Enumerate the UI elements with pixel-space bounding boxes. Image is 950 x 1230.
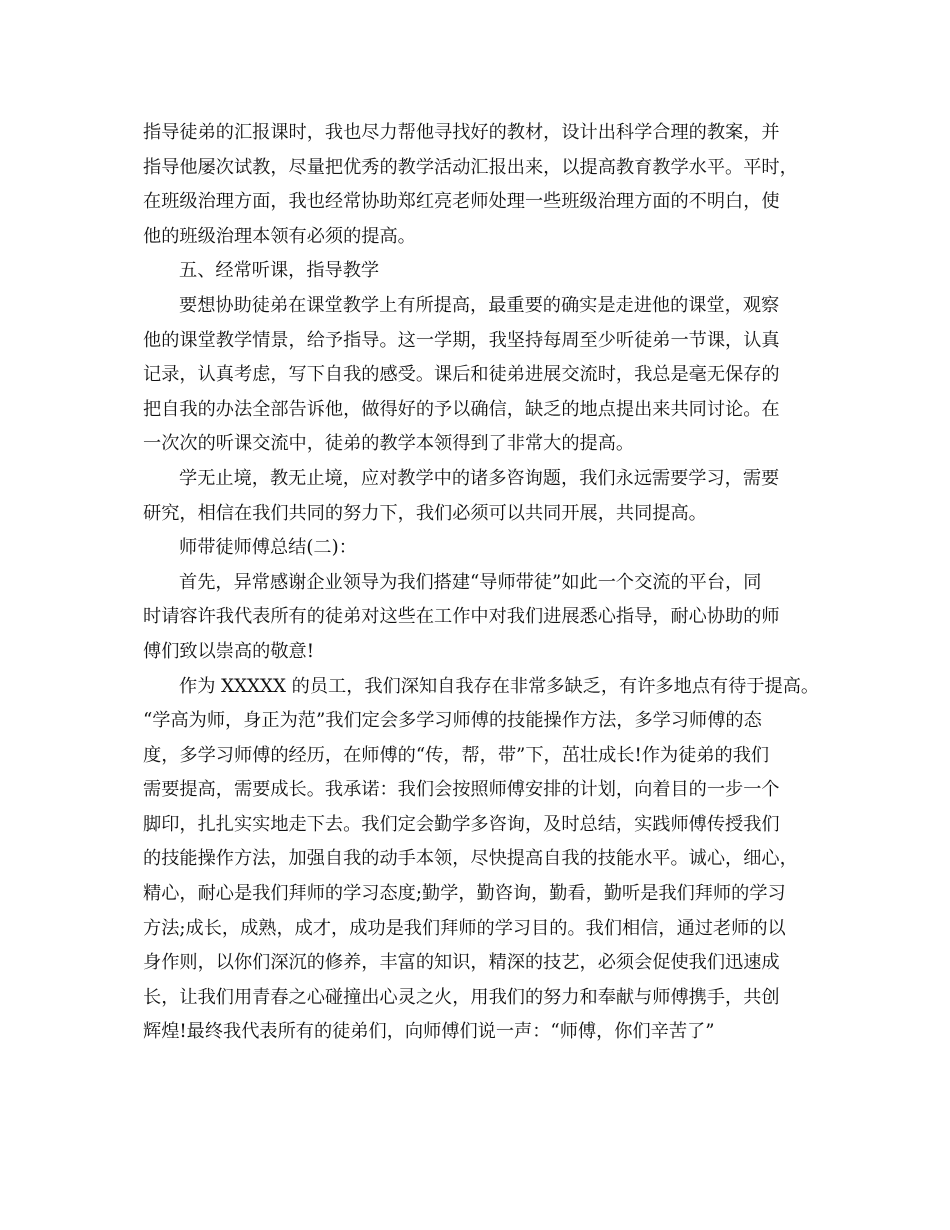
- text-line: 他的课堂教学情景，给予指导。这一学期，我坚持每周至少听徒弟一节课，认真: [143, 329, 780, 351]
- text-line: 首先，异常感谢企业领导为我们搭建“导师带徒”如此一个交流的平台，同: [179, 571, 762, 593]
- text-line: 研究，相信在我们共同的努力下，我们必须可以共同开展，共同提高。: [143, 502, 707, 524]
- text-line: 时请容许我代表所有的徒弟对这些在工作中对我们进展悉心指导，耐心协助的师: [143, 606, 780, 628]
- text-line: 把自我的办法全部告诉他，做得好的予以确信，缺乏的地点提出来共同讨论。在: [143, 398, 780, 420]
- document-body: [143, 116, 820, 1050]
- text-line: 的技能操作方法，加强自我的动手本领，尽快提高自我的技能水平。诚心，细心，: [143, 848, 798, 870]
- text-line: 需要提高，需要成长。我承诺：我们会按照师傅安排的计划，向着目的一步一个: [143, 779, 780, 801]
- text-line: 长，让我们用青春之心碰撞出心灵之火，用我们的努力和奉献与师傅携手，共创: [143, 986, 780, 1008]
- text-line: 方法;成长，成熟，成才，成功是我们拜师的学习目的。我们相信，通过老师的以: [143, 917, 786, 939]
- text-line: 精心，耐心是我们拜师的学习态度;勤学，勤咨询，勤看，勤听是我们拜师的学习: [143, 883, 786, 905]
- text-line: 指导徒弟的汇报课时，我也尽力帮他寻找好的教材，设计出科学合理的教案，并: [143, 122, 780, 143]
- text-line: 度，多学习师傅的经历，在师傅的“传，帮，带”下，茁壮成长!作为徒弟的我们: [143, 744, 770, 766]
- text-line: 傅们致以崇高的敬意!: [143, 640, 314, 662]
- text-line: 指导他屡次试教，尽量把优秀的教学活动汇报出来，以提高教育教学水平。平时，: [143, 156, 798, 178]
- text-line: 辉煌!最终我代表所有的徒弟们，向师傅们说一声：“师傅，你们辛苦了”: [143, 1021, 715, 1043]
- text-line: 作为 XXXXX 的员工，我们深知自我存在非常多缺乏，有许多地点有待于提高。: [179, 675, 820, 697]
- text-line: 一次次的听课交流中，徒弟的教学本领得到了非常大的提高。: [143, 433, 635, 455]
- text-line: 记录，认真考虑，写下自我的感受。课后和徒弟进展交流时，我总是毫无保存的: [143, 364, 780, 386]
- text-line: “学高为师，身正为范”我们定会多学习师傅的技能操作方法，多学习师傅的态: [143, 710, 762, 732]
- text-line: 在班级治理方面，我也经常协助郑红亮老师处理一些班级治理方面的不明白，使: [143, 191, 780, 213]
- text-line: 他的班级治理本领有必须的提高。: [143, 225, 416, 247]
- text-line: 身作则，以你们深沉的修养，丰富的知识，精深的技艺，必须会促使我们迅速成: [143, 952, 780, 974]
- text-line: 学无止境，教无止境，应对教学中的诸多咨询题，我们永远需要学习，需要: [179, 467, 780, 489]
- text-line: 脚印，扎扎实实地走下去。我们定会勤学多咨询，及时总结，实践师傅传授我们: [143, 813, 780, 835]
- text-line: 师带徒师傅总结(二)：: [179, 537, 357, 559]
- text-line: 要想协助徒弟在课堂教学上有所提高，最重要的确实是走进他的课堂，观察: [179, 294, 780, 316]
- text-line: 五、经常听课，指导教学: [179, 260, 380, 282]
